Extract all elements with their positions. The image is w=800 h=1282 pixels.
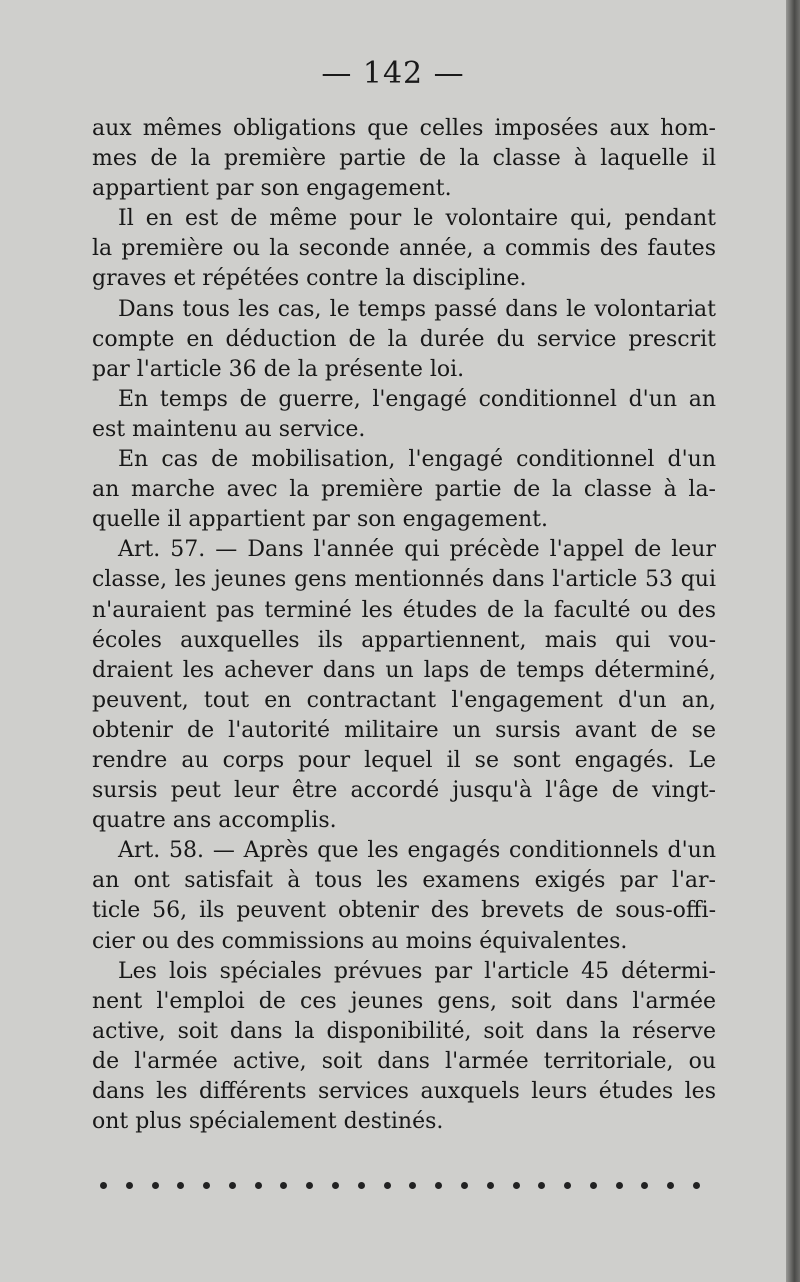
page-edge-shadow: [786, 0, 800, 1282]
text-line: Art. 58. — Après que les engagés conditionnels d'un: [118, 838, 716, 864]
text-line: En cas de mobilisation, l'engagé conditionnel d'un: [118, 447, 716, 473]
text-line: appartient par son engagement.: [92, 176, 452, 202]
ellipsis-dot: [538, 1182, 545, 1189]
page-body-text: [92, 114, 716, 1137]
text-line: de l'armée active, soit dans l'armée territoriale, ou: [92, 1048, 716, 1074]
text-line: écoles auxquelles ils appartiennent, mais qui vou-: [92, 627, 716, 653]
ellipsis-dot: [616, 1182, 623, 1189]
ellipsis-dot: [435, 1182, 442, 1189]
text-line: dans les différents services auxquels leurs études les: [92, 1079, 716, 1104]
ellipsis-dot: [100, 1182, 107, 1189]
ellipsis-dot: [306, 1182, 313, 1189]
ellipsis-dot: [229, 1182, 236, 1189]
text-line: rendre au corps pour lequel il se sont engagés. Le: [92, 747, 716, 773]
text-line: peuvent, tout en contractant l'engagement d'un an,: [92, 687, 716, 713]
text-line: obtenir de l'autorité militaire un sursis avant de se: [92, 717, 716, 743]
ellipsis-dot: [513, 1182, 520, 1189]
ellipsis-dot: [564, 1182, 571, 1189]
ellipsis-dot: [177, 1182, 184, 1189]
text-line: mes de la première partie de la classe à laquelle il: [92, 146, 716, 172]
ellipsis-dot: [461, 1182, 468, 1189]
text-line: ticle 56, ils peuvent obtenir des brevets de sous-offi-: [92, 898, 716, 924]
text-line: graves et répétées contre la discipline.: [92, 266, 527, 292]
ellipsis-dot: [409, 1182, 416, 1189]
text-line: la première ou la seconde année, a commis des fautes: [92, 236, 716, 262]
text-line: nent l'emploi de ces jeunes gens, soit dans l'armée: [92, 988, 716, 1014]
text-line: aux mêmes obligations que celles imposées aux hom-: [92, 116, 716, 141]
ellipsis-dot: [641, 1182, 648, 1189]
ellipsis-dot: [255, 1182, 262, 1189]
ellipsis-dot: [693, 1182, 700, 1189]
ellipsis-dot: [487, 1182, 494, 1189]
ellipsis-dot: [203, 1182, 210, 1189]
ellipsis-dot-row: [100, 1176, 700, 1196]
ellipsis-dot: [667, 1182, 674, 1189]
text-line: par l'article 36 de la présente loi.: [92, 356, 465, 382]
text-line: an ont satisfait à tous les examens exigés par l'ar-: [92, 868, 716, 894]
text-line: active, soit dans la disponibilité, soit dans la réserve: [92, 1018, 716, 1044]
text-line: ont plus spécialement destinés.: [92, 1109, 444, 1135]
text-line: Les lois spéciales prévues par l'article 45 détermi-: [118, 958, 716, 984]
text-line: cier ou des commissions au moins équivalentes.: [92, 928, 628, 954]
text-line: classe, les jeunes gens mentionnés dans l'article 53 qui: [92, 567, 716, 593]
text-line: compte en déduction de la durée du service prescrit: [92, 326, 716, 352]
text-line: En temps de guerre, l'engagé conditionnel d'un an: [118, 386, 716, 412]
ellipsis-dot: [332, 1182, 339, 1189]
ellipsis-dot: [280, 1182, 287, 1189]
text-line: est maintenu au service.: [92, 416, 366, 442]
text-line: an marche avec la première partie de la classe à la-: [92, 477, 716, 503]
text-line: sursis peut leur être accordé jusqu'à l'âge de vingt-: [92, 778, 716, 804]
ellipsis-dot: [152, 1182, 159, 1189]
page-number: — 142 —: [321, 56, 465, 91]
ellipsis-dot: [126, 1182, 133, 1189]
text-line: quatre ans accomplis.: [92, 808, 337, 834]
text-line: draient les achever dans un laps de temps déterminé,: [92, 657, 716, 683]
ellipsis-dot: [358, 1182, 365, 1189]
text-line: Art. 57. — Dans l'année qui précède l'appel de leur: [118, 537, 716, 563]
text-line: n'auraient pas terminé les études de la faculté ou des: [92, 597, 716, 623]
text-line: Il en est de même pour le volontaire qui, pendant: [118, 206, 716, 232]
ellipsis-dot: [384, 1182, 391, 1189]
text-line: quelle il appartient par son engagement.: [92, 507, 549, 533]
ellipsis-dot: [590, 1182, 597, 1189]
text-line: Dans tous les cas, le temps passé dans le volontariat: [118, 296, 716, 322]
